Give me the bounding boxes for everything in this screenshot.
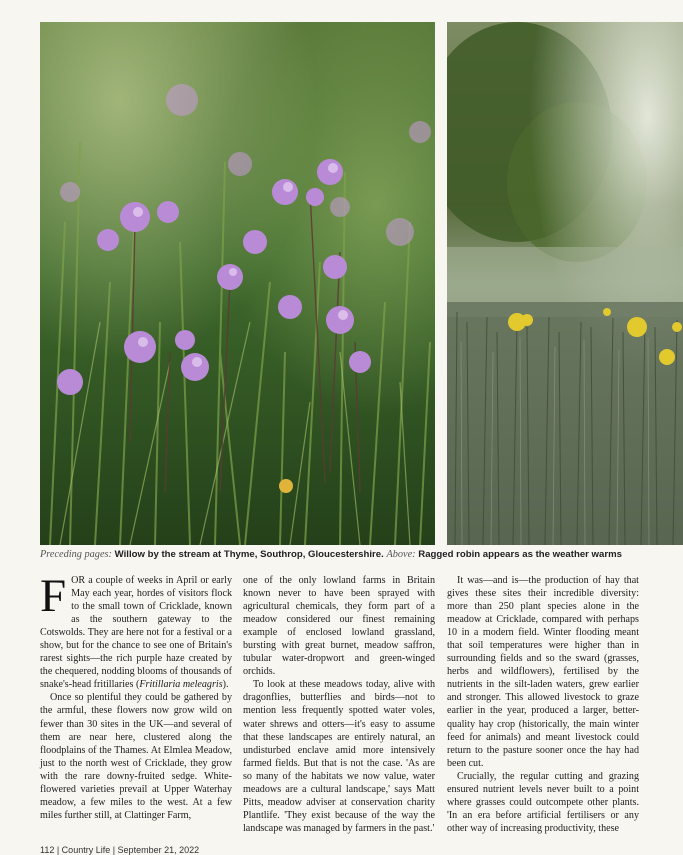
article-column-1 [40,570,232,822]
ragged-robin-photo [40,22,435,545]
paragraph: To look at these meadows today, alive with dragonflies, butterflies and birds—not to mention less frequently spotted water voles, water shrews and otters—it's easy to assume that these landscapes are entirely natural, an undisturbed enclave amid more intensively farmed fields. But that is not the case. 'As are so many of the habitats we now value, water meadows are a cultural landscape,' says Matt Pitts, meadow adviser at conservation charity Plantlife. 'They exist because of the way the landscape was managed by farmers in the past.' [243,679,435,834]
paragraph: one of the only lowland farms in Britain known never to have been sprayed with agricultural chemicals, they form part of a meadow considered our finest remaining example of enclosed lowland grassland, bursting with great burnet, meadow saffron, tubular water-dropwort and green-winged orchids. [243,575,435,678]
caption-preceding-text: Willow by the stream at Thyme, Southrop, Gloucestershire. [114,549,384,560]
ragged-robin-image [40,22,435,545]
paragraph [40,570,232,691]
caption-preceding-label: Preceding pages: [40,549,112,560]
article-column-2 [243,574,435,835]
paragraph: It was—and is—the production of hay that gives these sites their incredible diversity: more than 250 plant species alone in the meadow at Cricklade, compared with perhaps 10 in a modern field. Winter flooding meant that soil temperatures were higher than in surrounding fields and so the sward (grasses, herbs and wildflowers), fertilised by the nutrients in the silt-laden waters, grew earlier and stronger. This allowed livestock to graze earlier in the year, produced a larger, better-quality hay crop (historically, the main winter feed for animals) and meant livestock could return to the pasture sooner once the hay had been cut. [447,575,639,769]
paragraph-text-end: ). [222,679,229,691]
paragraph: Once so plentiful they could be gathered by the armful, these flowers now grow wild on fewer than 30 sites in the UK—and several of them are near here, clustered along the floodplains of the Thames. At Elmlea Meadow, just to the north west of Cricklade, they grow with the rare downy-fruited sedge. White-flowered varieties prevail at Upper Waterhay meadow, a few miles to the west. At a few miles further still, at Clattinger Farm, [40,692,232,821]
meadow-iris-photo [447,22,683,545]
article-column-3 [447,574,639,835]
paragraph-text: OR a couple of weeks in April or early May each year, hordes of visitors flock to the small town of Cricklade, known as the southern gateway to the Cotswolds. They are here not for a festival or a show, but for the chance to see one of Britain's rarest sights—the rich purple haze created by the chequered, nodding blooms of thousands of snake's-head fritillaries ( [40,575,232,691]
page-folio: 112 | Country Life | September 21, 2022 [40,845,200,855]
caption-above-label: Above: [386,549,416,560]
meadow-iris-image [447,22,683,545]
caption-above-text: Ragged robin appears as the weather warms [418,549,622,560]
drop-cap: F [40,570,67,622]
paragraph: Crucially, the regular cutting and grazing ensured nutrient levels never built to a point where grasses could outcompete other plants. 'In an era before artificial fertilisers or any other way of increasing productivity, these [447,770,639,834]
species-name: Fritillaria meleagris [139,679,223,691]
photo-caption [40,549,683,561]
